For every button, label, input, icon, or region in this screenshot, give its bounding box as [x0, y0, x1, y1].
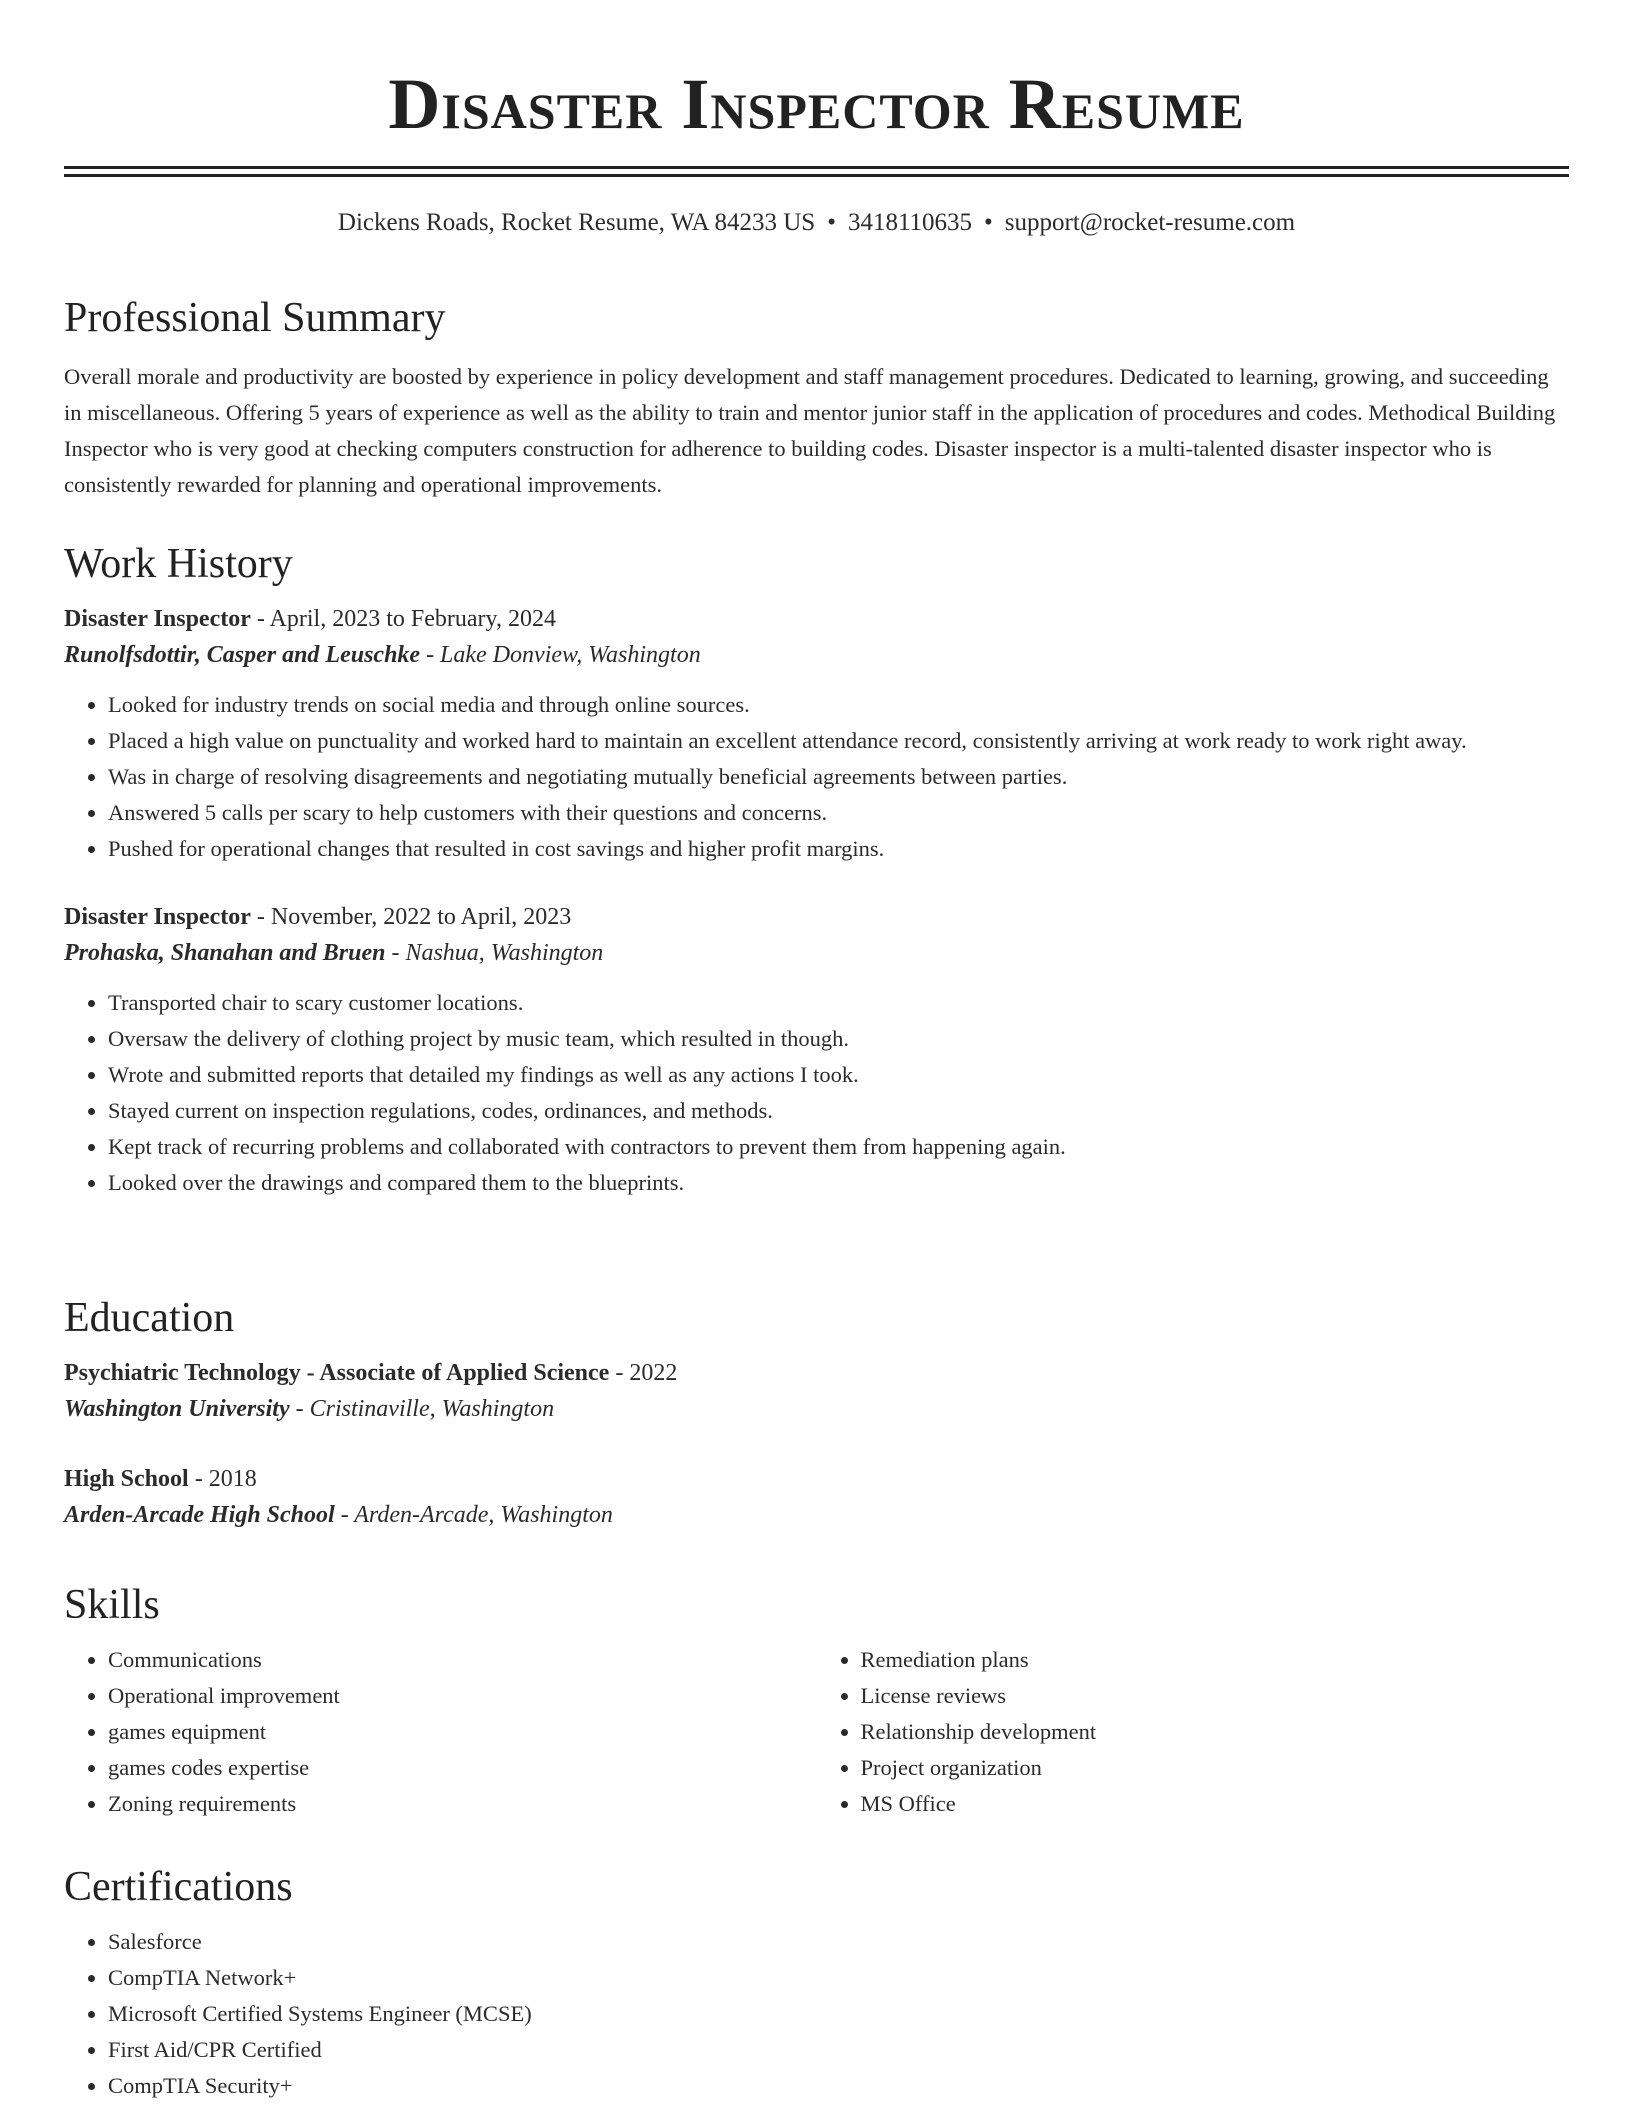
- certifications-list: [64, 1924, 1569, 2104]
- list-item: • Kept track of recurring problems and collaborated with contractors to prevent them from happening again.: [108, 1129, 1569, 1165]
- list-item: • Oversaw the delivery of clothing project by music team, which resulted in though.: [108, 1021, 1569, 1057]
- list-item: • games equipment: [108, 1714, 817, 1750]
- degree-year: - 2018: [188, 1466, 257, 1492]
- list-item: • Wrote and submitted reports that detailed my findings as well as any actions I took.: [108, 1057, 1569, 1093]
- summary-section: [64, 293, 1569, 503]
- summary-text: Overall morale and productivity are boosted by experience in policy development and staff management procedures. Dedicated to learning, growing, and succeeding in miscellaneous. Offering 5 years of experience as well as the ability to train and mentor junior staff in the application of procedures and codes. Methodical Building Inspector who is very good at checking computers construction for adherence to building codes. Disaster inspector is a multi-talented disaster inspector who is consistently rewarded for planning and operational improvements.: [64, 364, 1556, 497]
- list-item: • Transported chair to scary customer locations.: [108, 985, 1569, 1021]
- school-line: [64, 1391, 1569, 1427]
- job-dates: - April, 2023 to February, 2024: [250, 606, 556, 632]
- contact-separator: •: [827, 209, 836, 236]
- list-item: • Answered 5 calls per scary to help customers with their questions and concerns.: [108, 795, 1569, 831]
- job-company: Prohaska, Shanahan and Bruen: [64, 940, 386, 966]
- skills-section: [64, 1580, 1569, 1822]
- degree-line: [64, 1355, 1569, 1391]
- summary-heading: Professional Summary: [64, 295, 446, 341]
- contact-email: support@rocket-resume.com: [1004, 209, 1296, 236]
- list-item: • Project organization: [861, 1750, 1570, 1786]
- list-item: • CompTIA Security+: [108, 2068, 1569, 2104]
- school-location: - Arden-Arcade, Washington: [334, 1502, 613, 1528]
- job-company-line: [64, 637, 1569, 673]
- list-item: • Was in charge of resolving disagreements and negotiating mutually beneficial agreements between parties.: [108, 759, 1569, 795]
- school-line: [64, 1497, 1569, 1533]
- work-history-section: [64, 539, 1569, 1201]
- job-title-line: [64, 899, 1569, 935]
- degree-line: [64, 1461, 1569, 1497]
- job-dates: - November, 2022 to April, 2023: [250, 904, 572, 930]
- education-entry: [64, 1355, 1569, 1427]
- list-item: • MS Office: [861, 1786, 1570, 1822]
- list-item: • Looked for industry trends on social media and through online sources.: [108, 687, 1569, 723]
- list-item: • First Aid/CPR Certified: [108, 2032, 1569, 2068]
- education-heading: Education: [64, 1295, 235, 1341]
- work-history-heading: Work History: [64, 541, 293, 587]
- list-item: • Placed a high value on punctuality and worked hard to maintain an excellent attendance record, consistently arriving at work ready to work right away.: [108, 723, 1569, 759]
- list-item: • License reviews: [861, 1678, 1570, 1714]
- job-title: Disaster Inspector: [64, 606, 251, 632]
- list-item: • Operational improvement: [108, 1678, 817, 1714]
- job-company: Runolfsdottir, Casper and Leuschke: [64, 642, 421, 668]
- skills-list-right: [817, 1642, 1570, 1822]
- job-title: Disaster Inspector: [64, 904, 251, 930]
- skills-columns: [64, 1642, 1569, 1822]
- job-bullet-list: [64, 985, 1569, 1201]
- title-double-rule: [64, 166, 1569, 177]
- job-location: - Nashua, Washington: [385, 940, 604, 966]
- school-location: - Cristinaville, Washington: [289, 1396, 555, 1422]
- education-entry: [64, 1461, 1569, 1533]
- contact-separator: •: [984, 209, 993, 236]
- degree-name: High School: [64, 1466, 189, 1492]
- list-item: • Salesforce: [108, 1924, 1569, 1960]
- list-item: • Relationship development: [861, 1714, 1570, 1750]
- resume-page: [64, 0, 1569, 2098]
- contact-address: Dickens Roads, Rocket Resume, WA 84233 US: [337, 209, 816, 236]
- skills-list-left: [64, 1642, 817, 1822]
- list-item: • Communications: [108, 1642, 817, 1678]
- contact-phone: 3418110635: [847, 209, 973, 236]
- degree-name: Psychiatric Technology - Associate of Applied Science: [64, 1360, 610, 1386]
- list-item: • Stayed current on inspection regulations, codes, ordinances, and methods.: [108, 1093, 1569, 1129]
- resume-title: Disaster Inspector Resume: [388, 64, 1245, 144]
- list-item: • Pushed for operational changes that resulted in cost savings and higher profit margins.: [108, 831, 1569, 867]
- job-bullet-list: [64, 687, 1569, 867]
- job-location: - Lake Donview, Washington: [420, 642, 701, 668]
- skills-heading: Skills: [64, 1582, 160, 1628]
- certifications-heading: Certifications: [64, 1864, 293, 1910]
- certifications-section: [64, 1862, 1569, 2104]
- school-name: Washington University: [64, 1396, 290, 1422]
- contact-line: [64, 207, 1569, 239]
- school-name: Arden-Arcade High School: [64, 1502, 335, 1528]
- list-item: • Microsoft Certified Systems Engineer (MCSE): [108, 1996, 1569, 2032]
- list-item: • Remediation plans: [861, 1642, 1570, 1678]
- job-company-line: [64, 935, 1569, 971]
- job-title-line: [64, 601, 1569, 637]
- education-section: [64, 1293, 1569, 1533]
- list-item: • Zoning requirements: [108, 1786, 817, 1822]
- list-item: • CompTIA Network+: [108, 1960, 1569, 1996]
- job-entry: [64, 601, 1569, 867]
- list-item: • Looked over the drawings and compared them to the blueprints.: [108, 1165, 1569, 1201]
- job-entry: [64, 899, 1569, 1201]
- list-item: • games codes expertise: [108, 1750, 817, 1786]
- degree-year: - 2022: [609, 1360, 678, 1386]
